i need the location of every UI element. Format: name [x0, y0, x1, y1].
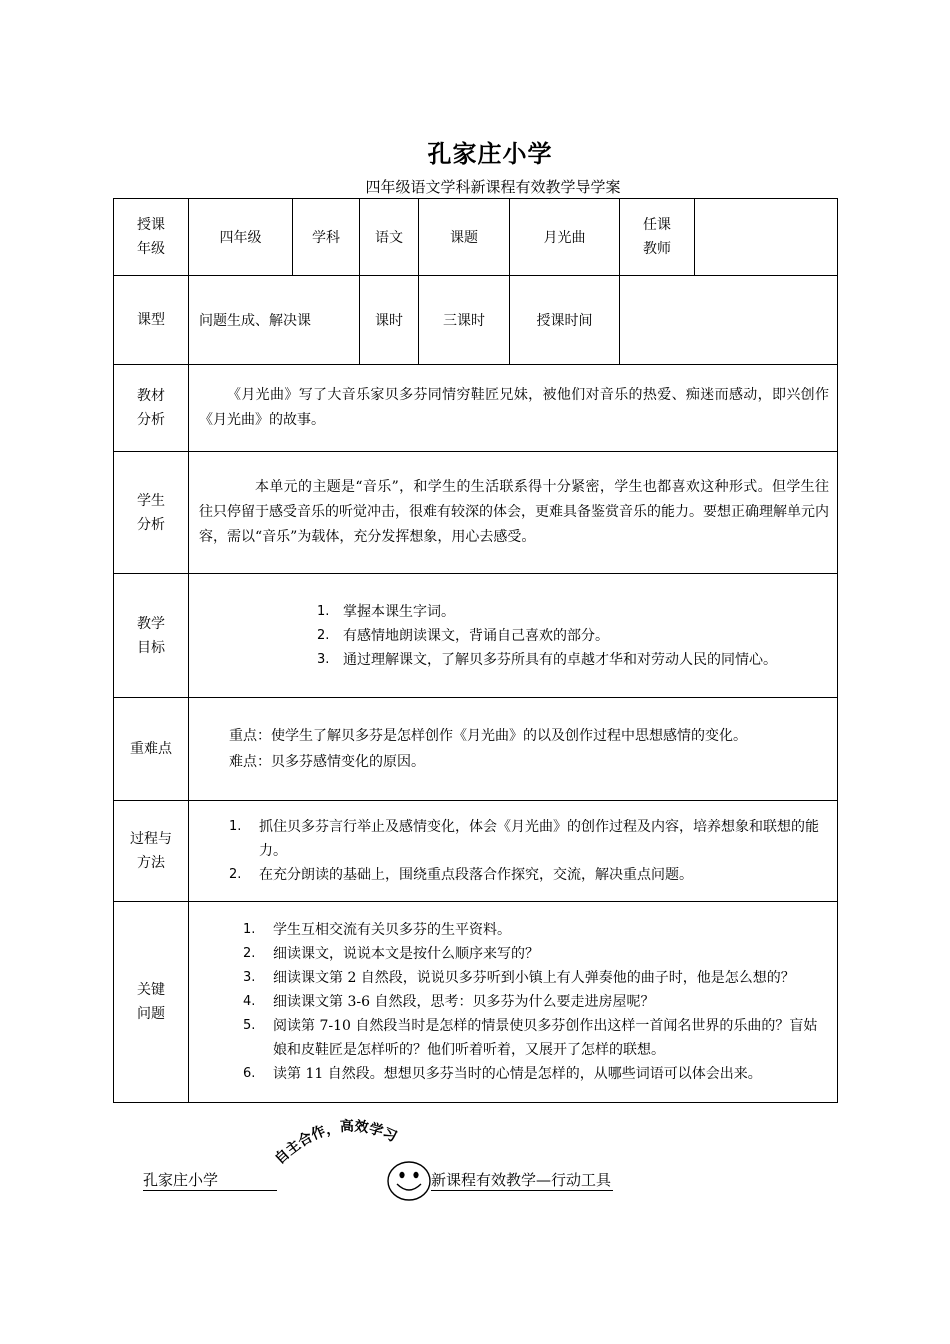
list-item-text: 有感情地朗读课文，背诵自己喜欢的部分。: [343, 627, 609, 644]
list-item-text: 读第 11 自然段。想想贝多芬当时的心情是怎样的，从哪些词语可以体会出来。: [273, 1066, 762, 1082]
type-label: 课型: [114, 276, 189, 365]
info-row: [114, 199, 838, 276]
type-value: 问题生成、解决课: [189, 276, 360, 365]
list-item: [243, 1062, 829, 1086]
topic-label: 课题: [419, 199, 510, 276]
questions-list: [189, 902, 838, 1103]
list-item: [317, 648, 829, 672]
material-label-line1: 教材: [137, 388, 165, 404]
material-label-cell: [114, 365, 189, 452]
list-item-text: 阅读第 7-10 自然段当时是怎样的情景使贝多芬创作出这样一首闻名世界的乐曲的？盲姑娘和皮鞋匠是怎样听的？他们听着听着，又展开了怎样的联想。: [273, 1018, 818, 1058]
list-item-number: 3.: [243, 970, 256, 985]
list-item-text: 抓住贝多芬言行举止及感情变化，体会《月光曲》的创作过程及内容，培养想象和联想的能力。: [259, 819, 819, 859]
type-row: [114, 276, 838, 365]
list-item: [317, 600, 829, 624]
list-item-text: 学生互相交流有关贝多芬的生平资料。: [273, 922, 511, 938]
goals-list: [189, 574, 838, 698]
material-label-line2: 分析: [137, 412, 165, 428]
list-item-number: 3.: [317, 651, 330, 667]
keypoints-focus: 重点：使学生了解贝多芬是怎样创作《月光曲》的以及创作过程中思想感情的变化。: [229, 728, 747, 744]
list-item-number: 1.: [317, 603, 330, 619]
student-row: [114, 452, 838, 574]
grade-label-line1: 授课: [137, 217, 165, 233]
page-subtitle: 四年级语文学科新课程有效教学导学案: [365, 178, 621, 196]
list-item-text: 细读课文第 3-6 自然段，思考：贝多芬为什么要走进房屋呢？: [273, 994, 655, 1010]
page-title: 孔家庄小学: [427, 140, 553, 168]
list-item: [243, 966, 829, 990]
list-item-number: 1.: [243, 922, 256, 937]
goals-label-cell: [114, 574, 189, 698]
questions-label-line2: 问题: [137, 1006, 165, 1022]
grade-value: 四年级: [189, 199, 293, 276]
slogan-text: 自主合作，高效学习: [271, 1118, 400, 1168]
lesson-plan-table: [113, 198, 838, 1103]
material-text: 《月光曲》写了大音乐家贝多芬同情穷鞋匠兄妹，被他们对音乐的热爱、痴迷而感动，即兴创作《月光曲》的故事。: [199, 387, 829, 428]
list-item-number: 2.: [243, 946, 256, 961]
svg-text:自主合作，高效学习: [271, 1117, 399, 1167]
list-item-text: 通过理解课文，了解贝多芬所具有的卓越才华和对劳动人民的同情心。: [343, 651, 777, 668]
time-label: 授课时间: [510, 276, 620, 365]
teacher-value: [695, 199, 838, 276]
topic-value: 月光曲: [510, 199, 620, 276]
list-item-number: 2.: [317, 627, 330, 643]
keypoints-row: [114, 698, 838, 801]
list-item: [243, 918, 829, 942]
process-label-line2: 方法: [137, 855, 165, 871]
footer-tagline: 新课程有效教学—行动工具: [431, 1171, 612, 1189]
process-list: [189, 801, 838, 902]
goals-label-line1: 教学: [137, 615, 165, 632]
list-item: [317, 624, 829, 648]
hours-label: 课时: [360, 276, 419, 365]
hours-value: 三课时: [419, 276, 510, 365]
teacher-label-line1: 任课: [643, 217, 671, 233]
list-item: [243, 990, 829, 1014]
questions-label-line1: 关键: [137, 982, 165, 998]
teacher-label-cell: [620, 199, 695, 276]
smiley-face-icon: [386, 1160, 432, 1202]
list-item-text: 掌握本课生字词。: [343, 603, 455, 620]
questions-label-cell: [114, 902, 189, 1103]
grade-label-line2: 年级: [137, 241, 165, 257]
student-text: 本单元的主题是“音乐”，和学生的生活联系得十分紧密，学生也都喜欢这种形式。但学生往往只停留于感受音乐的听觉冲击，很难有较深的体会，更难具备鉴赏音乐的能力。要想正确理解单元内容，需以“音乐”为载体，充分发挥想象，用心去感受。: [199, 479, 829, 545]
list-item-text: 在充分朗读的基础上，围绕重点段落合作探究，交流，解决重点问题。: [259, 867, 693, 883]
student-label-line2: 分析: [137, 516, 165, 533]
teacher-label-line2: 教师: [643, 241, 671, 257]
list-item-number: 6.: [243, 1066, 256, 1081]
list-item-text: 细读课文第 2 自然段，说说贝多芬听到小镇上有人弹奏他的曲子时，他是怎么想的？: [273, 970, 795, 986]
process-label-cell: [114, 801, 189, 902]
list-item-number: 1.: [229, 819, 242, 834]
list-item: [243, 1014, 829, 1062]
process-label-line1: 过程与: [130, 831, 172, 847]
material-row: [114, 365, 838, 452]
time-value: [620, 276, 838, 365]
questions-row: [114, 902, 838, 1103]
list-item: [243, 942, 829, 966]
footer-school: 孔家庄小学: [143, 1170, 277, 1191]
material-text-cell: [189, 365, 838, 452]
goals-row: [114, 574, 838, 698]
subject-label: 学科: [293, 199, 360, 276]
list-item-text: 细读课文，说说本文是按什么顺序来写的？: [273, 946, 539, 962]
list-item: [229, 863, 829, 887]
list-item-number: 5.: [243, 1018, 256, 1033]
list-item-number: 2.: [229, 867, 242, 882]
keypoints-cell: [189, 698, 838, 801]
keypoints-difficulty: 难点：贝多芬感情变化的原因。: [229, 754, 425, 770]
student-label-cell: [114, 452, 189, 574]
student-label-line1: 学生: [137, 492, 165, 509]
goals-label-line2: 目标: [137, 639, 165, 656]
grade-label-cell: [114, 199, 189, 276]
student-text-cell: [189, 452, 838, 574]
keypoints-label: 重难点: [114, 698, 189, 801]
process-row: [114, 801, 838, 902]
list-item-number: 4.: [243, 994, 256, 1009]
subject-value: 语文: [360, 199, 419, 276]
list-item: [229, 815, 829, 863]
